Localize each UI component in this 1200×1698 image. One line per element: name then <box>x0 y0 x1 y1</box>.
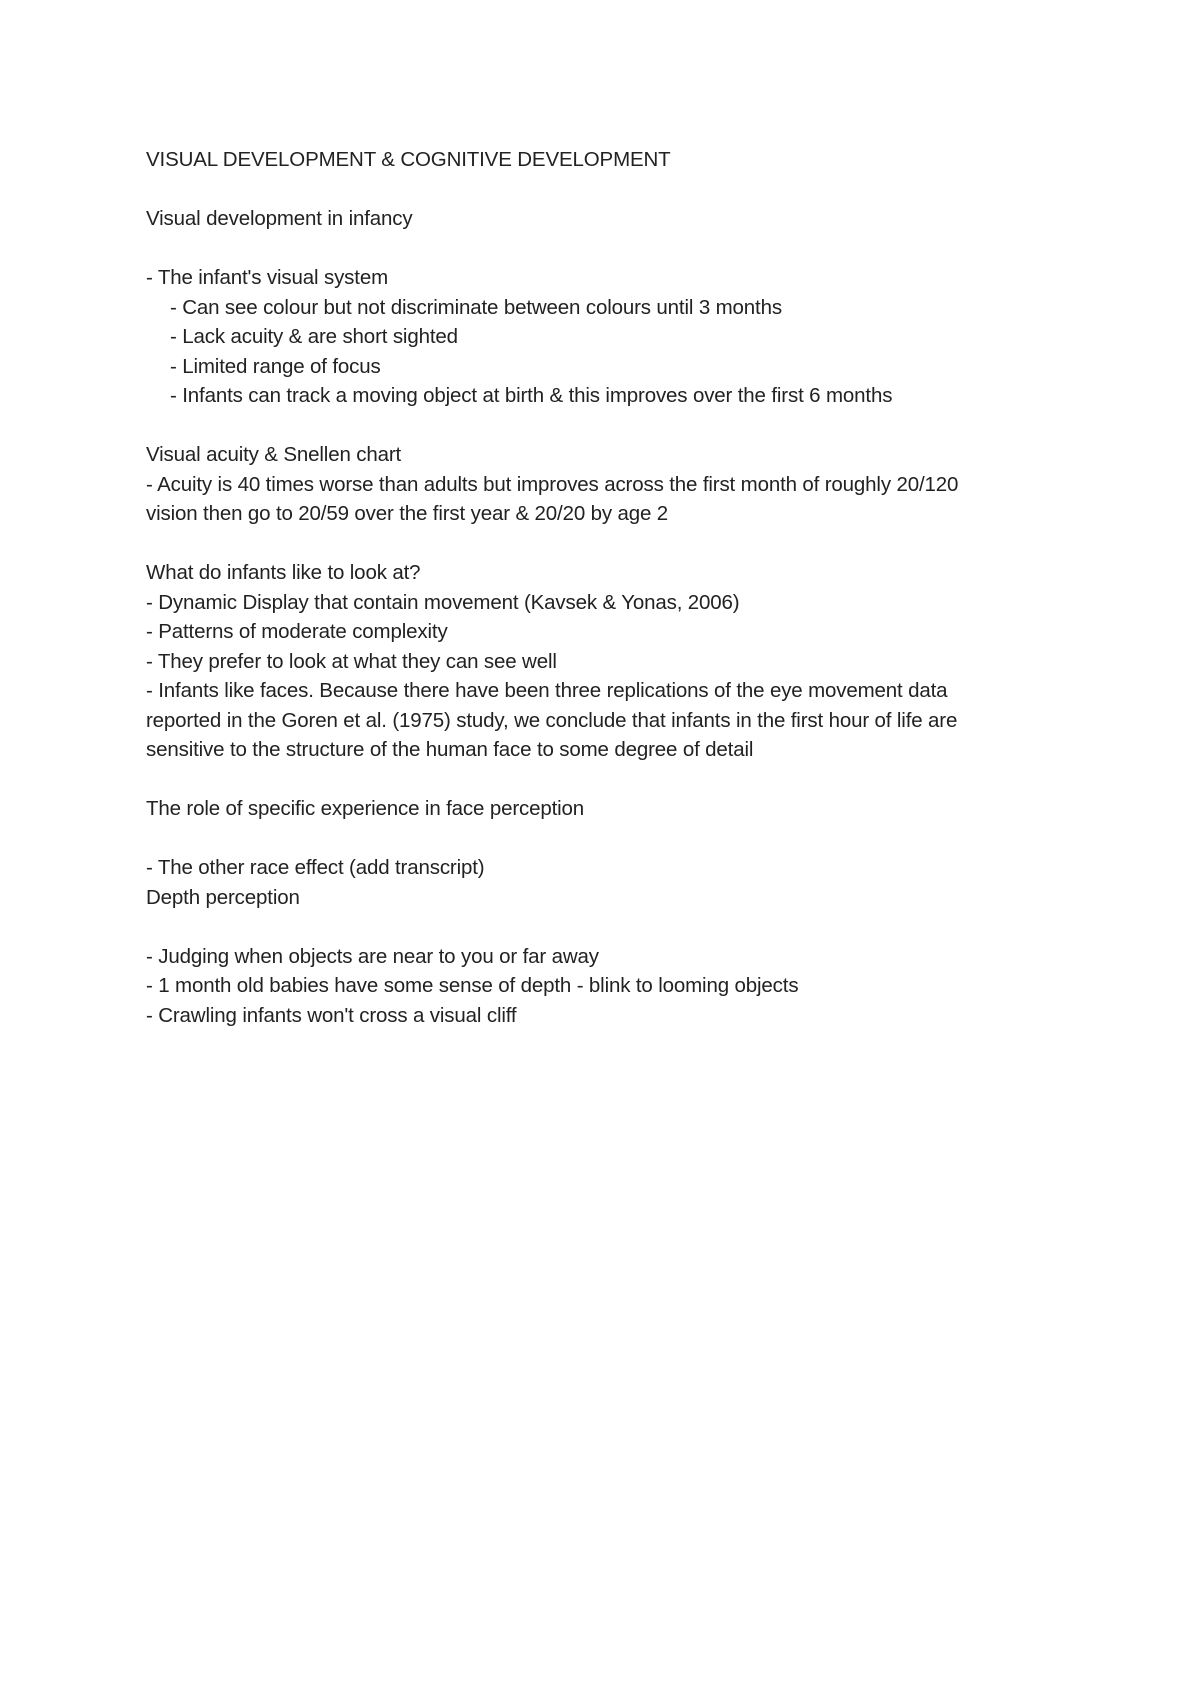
faces-text-line-1: - Infants like faces. Because there have been three replications of the eye movement data <box>146 679 948 702</box>
section-heading-visual-acuity: Visual acuity & Snellen chart <box>146 443 402 466</box>
section-heading-visual-development: Visual development in infancy <box>146 207 413 230</box>
bullet-patterns: - Patterns of moderate complexity <box>146 620 448 643</box>
bullet-visual-cliff: - Crawling infants won't cross a visual cliff <box>146 1003 517 1027</box>
spacer <box>146 765 1066 795</box>
sub-bullet-acuity: - Lack acuity & are short sighted <box>170 325 458 348</box>
bullet-judging-distance: - Judging when objects are near to you or far away <box>146 944 599 968</box>
document-title: VISUAL DEVELOPMENT & COGNITIVE DEVELOPMENT <box>146 148 671 171</box>
spacer <box>146 529 1066 559</box>
bullet-visual-system: - The infant's visual system <box>146 266 389 289</box>
bullet-dynamic-display: - Dynamic Display that contain movement (Kavsek & Yonas, 2006) <box>146 590 740 614</box>
bullet-one-month-depth: - 1 month old babies have some sense of depth - blink to looming objects <box>146 974 799 997</box>
spacer <box>146 912 1066 942</box>
bullet-see-well: - They prefer to look at what they can see well <box>146 649 557 673</box>
bullet-other-race-effect: - The other race effect (add transcript) <box>146 856 485 879</box>
acuity-text-line-1: - Acuity is 40 times worse than adults but improves across the first month of roughly 20/120 <box>146 472 959 496</box>
spacer <box>146 411 1066 441</box>
spacer <box>146 175 1066 205</box>
spacer <box>146 824 1066 854</box>
sub-bullet-focus: - Limited range of focus <box>170 354 381 378</box>
section-heading-depth-perception: Depth perception <box>146 885 300 909</box>
section-heading-infant-preferences: What do infants like to look at? <box>146 561 421 584</box>
faces-text-line-2: reported in the Goren et al. (1975) study, we conclude that infants in the first hour of life are <box>146 708 958 732</box>
faces-text-line-3: sensitive to the structure of the human face to some degree of detail <box>146 738 754 761</box>
document-body <box>146 145 1066 1030</box>
acuity-text-line-2: vision then go to 20/59 over the first year & 20/20 by age 2 <box>146 502 669 525</box>
sub-bullet-tracking: - Infants can track a moving object at birth & this improves over the first 6 months <box>170 384 893 407</box>
spacer <box>146 234 1066 264</box>
section-heading-face-perception: The role of specific experience in face perception <box>146 797 585 820</box>
sub-bullet-colour: - Can see colour but not discriminate between colours until 3 months <box>170 295 782 319</box>
